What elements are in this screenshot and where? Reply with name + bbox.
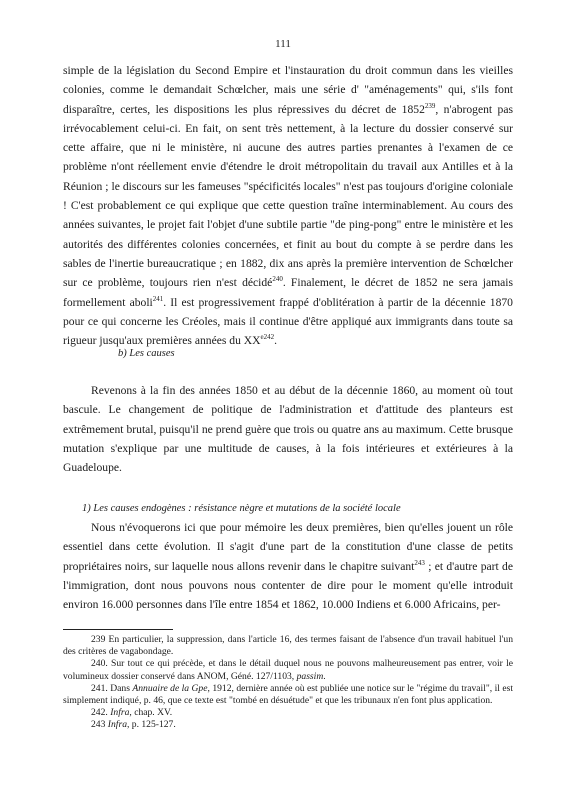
section-heading: b) Les causes (118, 348, 175, 359)
footnotes (63, 634, 513, 732)
page-number: 111 (275, 38, 291, 50)
footnote-ref[interactable]: 239 (424, 101, 436, 110)
paragraph-2: Revenons à la fin des années 1850 et au début de la décennie 1860, au moment où tout bascule. Le changement de politique de l'administration et d'attitude des planteurs est extrêmement brutal, puisqu'il ne prend guère que trois ou quatre ans au maximum. Cette brusque mutation s'explique par une multitude de causes, à la fois intérieures et extérieures à la Guadeloupe. (63, 384, 513, 475)
footnote-ref[interactable]: 240 (272, 275, 283, 284)
footnote-239: 239 En particulier, la suppression, dans l'article 16, des termes faisant de l'absence d'un travail habituel l'un des critères de vagabondage. (63, 634, 513, 658)
footnote-ref[interactable]: 241 (152, 294, 164, 303)
paragraph-3: Nous n'évoquerons ici que pour mémoire les deux premières, bien qu'elles jouent un rôle essentiel dans cette évolution. Il s'agit d'une part de la constitution d'une classe de petits propriétaires noirs, sur laquelle nous allons revenir dans le chapitre suivant$^{243}$ ; et d'autre part de l'immigration, dont nous pouvons nous contenter de dire pour le moment qu'elle introduit environ 16.000 personnes dans l'île entre 1854 et 1862, 10.000 Indiens et 6.000 Africains, per- (63, 521, 513, 612)
footnote-240: 240. Sur tout ce qui précède, et dans le détail duquel nous ne pouvons malheureusement pas entrer, voir le volumineux dossier conservé dans ANOM, Géné. 127/1103, passim. (63, 658, 513, 682)
footnote-separator (63, 629, 173, 630)
subsection-heading: 1) Les causes endogènes : résistance nègre et mutations de la société locale (82, 503, 401, 514)
footnote-243: 243 Infra, p. 125-127. (91, 719, 176, 731)
paragraph-1: simple de la législation du Second Empire et l'instauration du droit commun dans les vieilles colonies, comme le demandait Schœlcher, mais une série d' "aménagements" qui, s'ils font disparaître, certes, les dispositions les plus répressives du décret de 1852$^{239}$, n'abrogent pas irrévocablement celui-ci. En fait, on sent très nettement, à la lecture du dossier conservé sur cette affaire, que ni le ministère, ni aucune des autres parties prenantes à l'examen de ce problème n'ont réellement envie d'étendre le droit métropolitain du travail aux Antilles et à la Réunion ; le discours sur les fameuses "spécificités locales" n'est pas toujours d'origine coloniale ! C'est probablement ce qui explique que cette question traîne interminablement. Au cours des années suivantes, le projet fait l'objet d'une subtile partie "de ping-pong" entre le ministère et les autorités des différentes colonies concernées, et finit au bout du compte à se perdre dans les sables de l'inertie bureaucratique ; en 1882, dix ans après la première intervention de Schœlcher sur ce problème, toujours rien n'est décidé$^{240}$. Finalement, le décret de 1852 ne sera jamais formellement aboli$^{241}$. Il est progressivement frappé d'oblitération à partir de la décennie 1870 pour ce qui concerne les Créoles, mais il continue d'être appliqué aux immigrants dans toute sa rigueur jusqu'aux premières années du $XX^{e242}$. (63, 64, 513, 348)
footnote-241: 241. Dans Annuaire de la Gpe, 1912, dernière année où est publiée une notice sur le "régime du travail", il est simplement indiqué, p. 46, que ce texte est "tombé en désuétude" et que les tribunaux n'en font plus application. (63, 682, 513, 707)
footnote-242: 242. Infra, chap. XV. (91, 707, 173, 719)
footnote-ref[interactable]: 243 (414, 558, 425, 567)
footnote-ref[interactable]: 242 (263, 333, 275, 342)
